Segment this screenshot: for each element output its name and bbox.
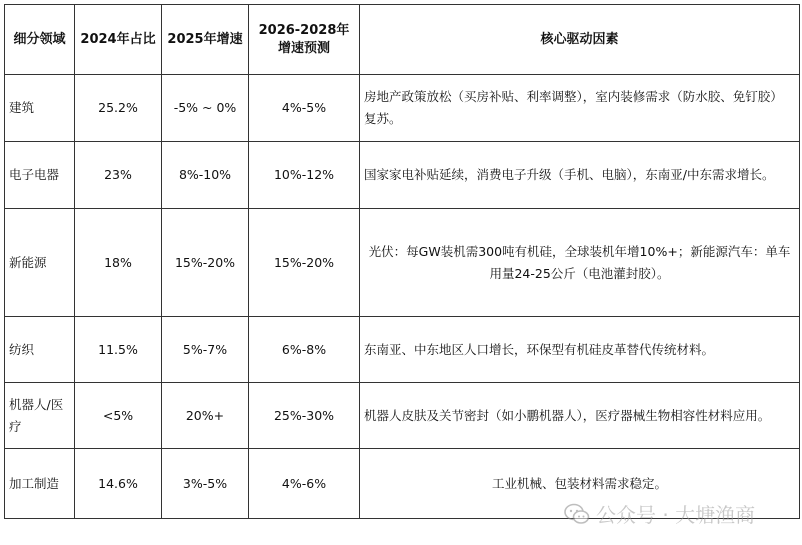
cell-drivers: 机器人皮肤及关节密封（如小鹏机器人），医疗器械生物相容性材料应用。: [360, 383, 800, 449]
table-row: [5, 449, 800, 519]
cell-forecast: 25%-30%: [249, 383, 360, 449]
cell-drivers: 光伏：每GW装机需300吨有机硅，全球装机年增10%+；新能源汽车：单车用量24-25公斤（电池灌封胶）。: [360, 209, 800, 317]
watermark-text: 公众号 · 大塘渔商: [596, 503, 756, 527]
cell-drivers: 房地产政策放松（买房补贴、利率调整），室内装修需求（防水胶、免钉胶）复苏。: [360, 75, 800, 142]
cell-share-2024: 23%: [75, 142, 162, 209]
cell-forecast: 4%-6%: [249, 449, 360, 519]
cell-field: 建筑: [5, 75, 75, 142]
cell-share-2024: 14.6%: [75, 449, 162, 519]
header-drivers: 核心驱动因素: [360, 5, 800, 75]
table-row: [5, 75, 800, 142]
cell-growth-2025: 8%-10%: [162, 142, 249, 209]
cell-share-2024: 25.2%: [75, 75, 162, 142]
cell-drivers: 工业机械、包装材料需求稳定。: [360, 449, 800, 519]
table-row: [5, 383, 800, 449]
cell-drivers: 国家家电补贴延续，消费电子升级（手机、电脑），东南亚/中东需求增长。: [360, 142, 800, 209]
cell-share-2024: 11.5%: [75, 317, 162, 383]
cell-share-2024: 18%: [75, 209, 162, 317]
cell-drivers: 东南亚、中东地区人口增长，环保型有机硅皮革替代传统材料。: [360, 317, 800, 383]
cell-forecast: 4%-5%: [249, 75, 360, 142]
cell-field: 加工制造: [5, 449, 75, 519]
cell-forecast: 10%-12%: [249, 142, 360, 209]
cell-forecast: 15%-20%: [249, 209, 360, 317]
cell-forecast: 6%-8%: [249, 317, 360, 383]
table-row: [5, 142, 800, 209]
cell-field: 电子电器: [5, 142, 75, 209]
header-forecast: 2026-2028年增速预测: [249, 5, 360, 75]
data-table: [4, 4, 800, 519]
cell-field: 新能源: [5, 209, 75, 317]
cell-growth-2025: 15%-20%: [162, 209, 249, 317]
table-row: [5, 317, 800, 383]
header-field: 细分领域: [5, 5, 75, 75]
header-growth-2025: 2025年增速: [162, 5, 249, 75]
table-row: [5, 209, 800, 317]
header-row: [5, 5, 800, 75]
cell-share-2024: <5%: [75, 383, 162, 449]
cell-field: 机器人/医疗: [5, 383, 75, 449]
cell-growth-2025: -5% ~ 0%: [162, 75, 249, 142]
cell-growth-2025: 3%-5%: [162, 449, 249, 519]
cell-growth-2025: 5%-7%: [162, 317, 249, 383]
header-share-2024: 2024年占比: [75, 5, 162, 75]
cell-growth-2025: 20%+: [162, 383, 249, 449]
cell-field: 纺织: [5, 317, 75, 383]
